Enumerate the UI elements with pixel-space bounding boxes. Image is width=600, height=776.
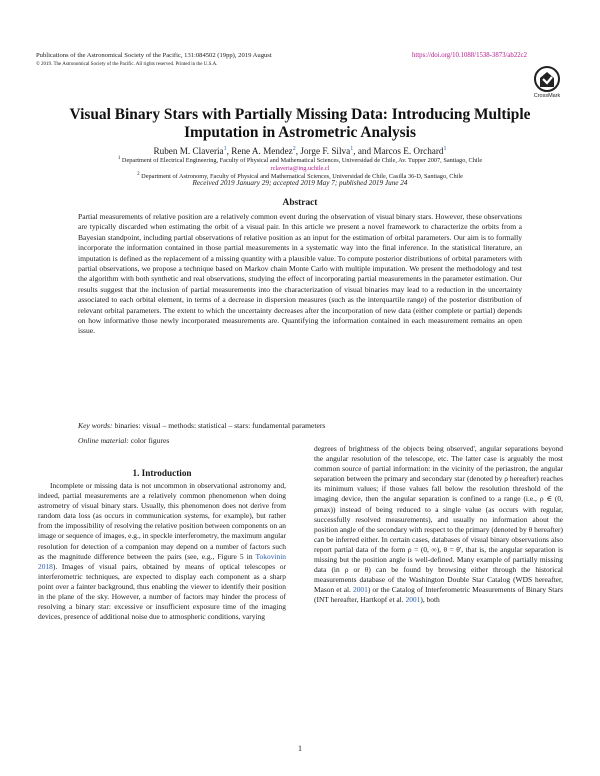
author-affil-mark[interactable]: 2 [292, 146, 296, 152]
intro-left-column [38, 481, 286, 622]
online-material-label: Online material: [78, 436, 129, 445]
copyright-line: © 2019. The Astronomical Society of the Pacific. All rights reserved. Printed in the U.S.A. [36, 61, 218, 67]
author-affil-mark[interactable]: 1 [350, 146, 354, 152]
author-name: Jorge F. Silva [300, 146, 351, 157]
intro-right-column [314, 444, 563, 606]
intro-text: ) or the Catalog of Interferometric Measurements of Binary Stars (INT hereafter, Hartkopf et al. [314, 585, 563, 605]
intro-text: ). Images of visual pairs, obtained by means of optical telescopes or interferometric techniques, are expected to display each component as a sharp point over a fainter background, thus enabling the viewer to identify their position in the plane of the sky. However, a number of factors may hinder the process of resolving a binary star: excessive or insufficient exposure time of the imaging devices, presence of additional noise due to atmospheric conditions, varying [38, 561, 286, 622]
journal-header [36, 52, 272, 69]
intro-text: Incomplete or missing data is not uncommon in observational astronomy and, indeed, partial measurements are a relatively common phenomenon when doing astrometry of visual binary stars. Usually, this phenomenon does not derive from random data loss (as occurs in communication systems, for example), but rather from the impossibility of resolving the relative position between components on an image or sequence of images, e.g., in speckle interferometry, the maximum angular resolution for detection of a companion may depend on a number of factors such as the magnitude difference between the pairs (see, e.g., Figure 5 in [38, 481, 286, 561]
citation-link[interactable]: 2001 [405, 595, 421, 605]
paper-title: Visual Binary Stars with Partially Missing Data: Introducing Multiple Imputation in Astrometric Analysis [69, 106, 531, 141]
abstract-text: Partial measurements of relative position are a relatively common event during the observation of visual binary stars. However, these observations are typically discarded when estimating the orbit of a visual pair. In this article we present a novel framework to characterize the orbits from a Bayesian standpoint, including partial observations of relative position as an input for the estimation of orbital parameters. Our aim is to formally incorporate the information contained in those partial measurements in a systematic way into the final inference. In the statistical literature, an imputation is defined as the replacement of a missing quantity with a plausible value. To compute posterior distributions of orbital parameters with partial observations, we propose a technique based on Markov chain Monte Carlo with multiple imputation. We present the methodology and test the algorithm with both synthetic and real observations, studying the effect of incorporating partial measurements in the parameter estimation. Our results suggest that the inclusion of partial measurements into the characterization of visual binaries may lead to a reduction in the uncertainty associated to each orbital element, in terms of a decrease in dispersion measures (such as the interquartile range) of the posterior distribution of relevant orbital parameters. The extent to which the uncertainty decreases after the incorporation of new data (either complete or partial) depends on how informative those newly incorporated measurements are. Quantifying the information contained in each measurement remains an open issue. [78, 212, 522, 336]
author-name: Ruben M. Claveria [153, 146, 224, 157]
affiliation-text: Department of Astronomy, Faculty of Physical and Mathematical Sciences, Universidad de Chile, Casilla 36-D, Santiago, Chile [141, 173, 463, 181]
author-separator: , and [353, 146, 374, 157]
affiliation-1 [40, 155, 560, 172]
author-separator: , [295, 146, 301, 157]
keywords-label: Key words: [78, 421, 113, 430]
crossmark-icon [534, 66, 560, 92]
author-email-link[interactable]: rclaveria@ing.uchile.cl [270, 164, 330, 172]
journal-line: Publications of the Astronomical Society of the Pacific, 131:084502 (19pp), 2019 August [36, 52, 272, 59]
author-name: Rene A. Mendez [231, 146, 293, 157]
author-affil-mark[interactable]: 1 [223, 146, 227, 152]
citation-link[interactable]: 2001 [352, 585, 368, 595]
section-heading: 1. Introduction [132, 468, 192, 478]
crossmark-label: CrossMark [533, 93, 561, 99]
crossmark-badge[interactable] [532, 66, 562, 99]
affiliation-mark: 2 [137, 172, 140, 177]
doi-link[interactable]: https://doi.org/10.1088/1538-3873/ab22c2 [412, 52, 528, 59]
intro-text: ), both [420, 595, 440, 605]
keywords-text: binaries: visual – methods: statistical – stars: fundamental parameters [114, 421, 326, 430]
intro-text: degrees of brightness of the objects being observed', angular separations beyond the angular resolution of the telescope, etc. The latter case is arguably the most common source of partial information: in the vicinity of the periastron, the angular separation between the primary and secondary star (denoted by ρ hereafter) reaches its minimum values; if those values fall below the resolution threshold of the imaging device, then the angular separation is confined to a range (i.e., ρ ∈ (0, ρmax)) instead of being reduced to a single value (as occurs with regular, successfully resolved measurements), and usually no information about the position angle of the secondary with respect to the primary (denoted by θ hereafter) can be inferred either. In certain cases, databases of visual binary observations also report partial data of the form ρ = (0, ∞), θ = θ', that is, the angular separation is missing but the position angle is well-defined. Many example of partially missing data (in ρ or θ) can be found by browsing either through the historical measurements database of the Washington Double Star Catalog (WDS hereafter, Mason et al. [314, 444, 563, 595]
author-separator: , [226, 146, 232, 157]
online-material-text: color figures [130, 436, 170, 445]
citation-link[interactable]: Tokovinin 2018 [38, 551, 286, 571]
affiliation-mark: 1 [117, 156, 121, 161]
author-affil-mark[interactable]: 1 [443, 146, 447, 152]
author-name: Marcos E. Orchard [373, 146, 444, 157]
keywords-line [78, 421, 522, 431]
affiliation-text: Department of Electrical Engineering, Faculty of Physical and Mathematical Sciences, Universidad de Chile, Av. Tupper 2007, Santiago, Chile [121, 157, 483, 165]
abstract-heading: Abstract [282, 198, 318, 208]
page-number: 1 [298, 744, 302, 753]
publication-dates: Received 2019 January 29; accepted 2019 May 7; published 2019 June 24 [192, 179, 408, 187]
